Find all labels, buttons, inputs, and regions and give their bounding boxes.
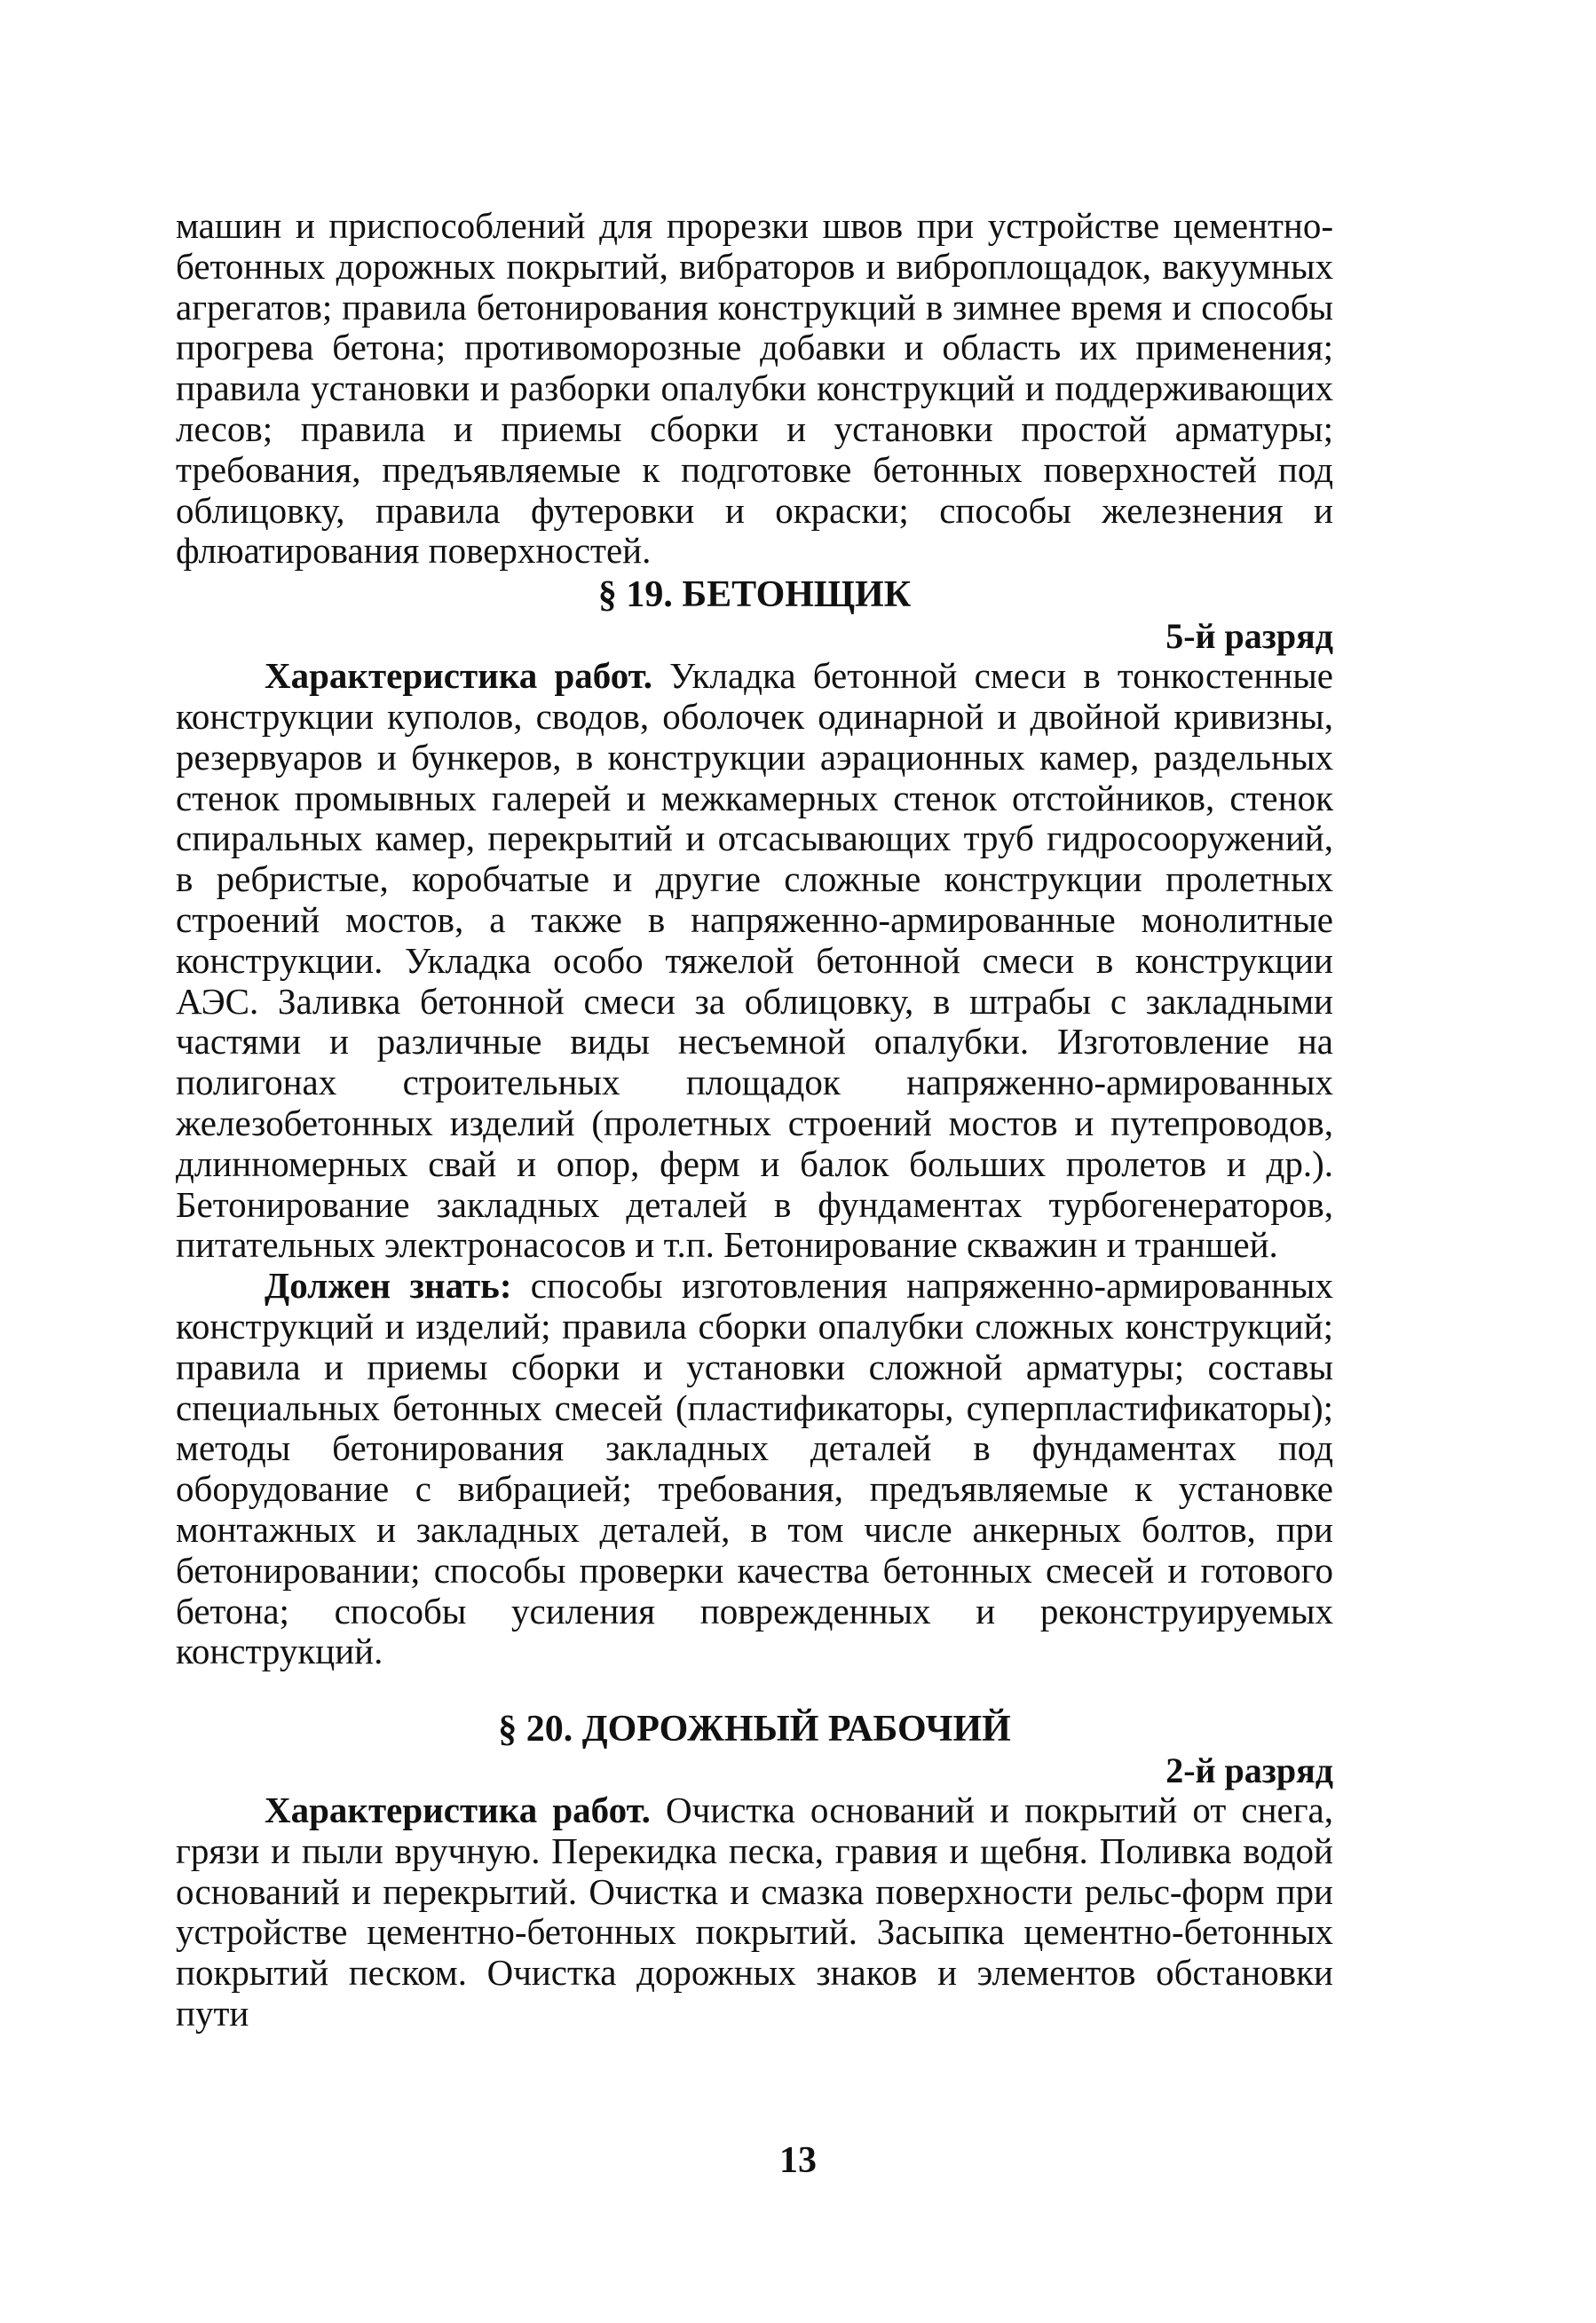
- characteristics-label: Характеристика работ.: [265, 655, 652, 697]
- section-19-heading: § 19. БЕТОНЩИК: [597, 574, 912, 616]
- section-19-grade: 5-й разряд: [1165, 616, 1333, 657]
- section-20-characteristics: [176, 1790, 1333, 2035]
- section-19-knowledge: [176, 1266, 1333, 1672]
- knowledge-text: способы изготовления напряженно-армированных конструкций и изделий; правила сборки опалубки сложных конструкций; правила и приемы сборки и установки сложной арматуры; составы специальных бетонных смесей (пластификаторы, суперпластификаторы); методы бетонирования закладных деталей в фундаментах под оборудование с вибрацией; требования, предъявляемые к установке монтажных и закладных деталей, в том числе анкерных болтов, при бетонировании; способы проверки качества бетонных смесей и готового бетона; способы усиления поврежденных и реконструируемых конструкций.: [176, 1265, 1333, 1672]
- section-19-characteristics: [176, 656, 1333, 1266]
- section-20-grade: 2-й разряд: [1165, 1750, 1333, 1791]
- characteristics-text: Очистка оснований и покрытий от снега, грязи и пыли вручную. Перекидка песка, гравия и щебня. Поливка водой оснований и перекрытий. Очистка и смазка поверхности рельс-форм при устройстве цементно-бетонных покрытий. Засыпка цементно-бетонных покрытий песком. Очистка дорожных знаков и элементов обстановки пути: [176, 1790, 1333, 2035]
- section-20-heading: § 20. ДОРОЖНЫЙ РАБОЧИЙ: [498, 1709, 1011, 1750]
- knowledge-label: Должен знать:: [265, 1265, 512, 1307]
- intro-paragraph: машин и приспособлений для прорезки швов при устройстве цементно-бетонных дорожных покрытий, вибраторов и виброплощадок, вакуумных агрегатов; правила бетонирования конструкций в зимнее время и способы прогрева бетона; противоморозные добавки и область их применения; правила установки и разборки опалубки конструкций и поддерживающих лесов; правила и приемы сборки и установки простой арматуры; требования, предъявляемые к подготовке бетонных поверхностей под облицовку, правила футеровки и окраски; способы железнения и флюатирования поверхностей.: [176, 205, 1333, 572]
- characteristics-text: Укладка бетонной смеси в тонкостенные конструкции куполов, сводов, оболочек одинарной и двойной кривизны, резервуаров и бункеров, в конструкции аэрационных камер, раздельных стенок промывных галерей и межкамерных стенок отстойников, стенок спиральных камер, перекрытий и отсасывающих труб гидросооружений, в ребристые, коробчатые и другие сложные конструкции пролетных строений мостов, а также в напряженно-армированные монолитные конструкции. Укладка особо тяжелой бетонной смеси в конструкции АЭС. Заливка бетонной смеси за облицовку, в штрабы с закладными частями и различные виды несъемной опалубки. Изготовление на полигонах строительных площадок напряженно-армированных железобетонных изделий (пролетных строений мостов и путепроводов, длинномерных свай и опор, ферм и балок больших пролетов и др.). Бетонирование закладных деталей в фундаментах турбогенераторов, питательных электронасосов и т.п. Бетонирование скважин и траншей.: [176, 655, 1333, 1266]
- page-body: [176, 206, 1333, 2035]
- page-number: 13: [779, 2140, 817, 2181]
- characteristics-label: Характеристика работ.: [265, 1790, 651, 1831]
